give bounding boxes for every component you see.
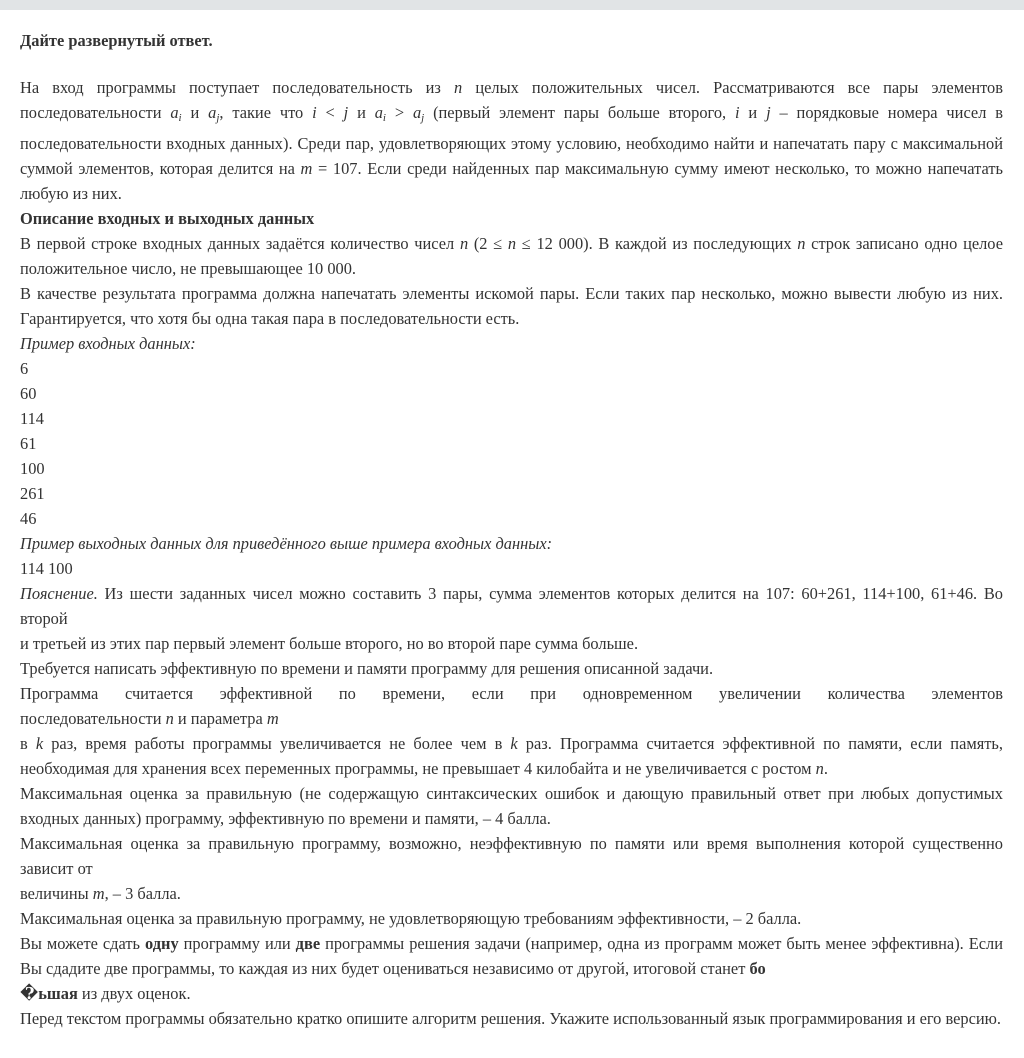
final-note: Перед текстом программы обязательно кратко опишите алгоритм решения. Укажите использованный язык программирования и его версию. <box>20 1009 1001 1028</box>
example-input-line: 6 <box>20 359 29 378</box>
text: , – 3 балла. <box>104 884 181 903</box>
text: < <box>316 103 344 122</box>
example-input-line: 100 <box>20 459 45 478</box>
text: целых положительных чисел. Рассматриваются все пары элементов последовательности <box>20 78 1003 122</box>
example-input-line: 60 <box>20 384 37 403</box>
task-heading: Дайте развернутый ответ. <box>20 31 213 50</box>
text: > <box>385 103 413 122</box>
text: в <box>20 734 36 753</box>
efficiency-line3 <box>20 731 1003 781</box>
var-n: n <box>459 234 469 253</box>
text: На вход программы поступает последовательность из <box>20 78 455 97</box>
top-bar <box>0 0 1024 10</box>
text: = 107. Если среди найденных пар максимальную сумму имеют несколько, то можно напечатать любую из них. <box>20 159 1003 203</box>
explanation-cont: и третьей из этих пар первый элемент больше второго, но во второй паре сумма больше. <box>20 634 639 653</box>
score-2: Максимальная оценка за правильную программу, не удовлетворяющую требованиям эффективности, – 2 балла. <box>20 909 802 928</box>
subscript-i: i <box>178 112 182 124</box>
var-a: a <box>170 103 179 122</box>
text: раз. Программа считается эффективной по памяти, если память, необходимая для хранения всех переменных программы, не превышает 4 килобайта и не увеличивается с ростом <box>20 734 1003 778</box>
output-description: В качестве результата программа должна напечатать элементы искомой пары. Если таких пар несколько, можно вывести любую из них. Гарантируется, что хотя бы одна такая пара в последовательности есть. <box>20 284 1003 328</box>
text: и <box>348 103 375 122</box>
intro-paragraph <box>20 75 1003 206</box>
score-3: Максимальная оценка за правильную программу, возможно, неэффективную по памяти или время выполнения которой существенно зависит от <box>20 834 1003 878</box>
score-4: Максимальная оценка за правильную (не содержащую синтаксических ошибок и дающую правильный ответ при любых допустимых входных данных) программу, эффективную по времени и памяти, – 4 балла. <box>20 784 1003 828</box>
submit-note <box>20 931 1003 1006</box>
var-j: j <box>766 103 771 122</box>
var-m: m <box>300 159 313 178</box>
subscript-j: j <box>421 112 425 124</box>
text: раз, время работы программы увеличивается не более чем в <box>43 734 511 753</box>
example-input-line: 114 <box>20 409 44 428</box>
explanation-label: Пояснение. <box>20 584 98 603</box>
subscript-j: j <box>216 112 220 124</box>
explanation <box>20 581 1003 631</box>
label: Пример входных данных: <box>20 334 196 353</box>
var-j: j <box>343 103 349 122</box>
text: программу или <box>178 934 296 953</box>
text: Из шести заданных чисел можно составить 3 пары, сумма элементов которых делится на 107: 60+261, 114+100, 61+46. Во второй <box>20 584 1003 628</box>
efficiency-line1: Программа считается эффективной по времени, если при одновременном увеличении количества элементов <box>20 684 1003 703</box>
efficiency-line2 <box>20 706 1003 731</box>
bold-larger-part1: бо <box>749 959 766 978</box>
bold-two: две <box>295 934 321 953</box>
text: из двух оценок. <box>77 984 191 1003</box>
example-input-label <box>20 331 1003 356</box>
text: последовательности <box>20 709 166 728</box>
text: строк записано одно целое положительное число, не превышающее 10 000. <box>20 234 1003 278</box>
subscript-i: i <box>382 112 386 124</box>
label: Пример выходных данных для приведённого выше примера входных данных: <box>20 534 553 553</box>
var-n: n <box>165 709 174 728</box>
text: и параметра <box>173 709 267 728</box>
var-n: n <box>507 234 517 253</box>
example-input-line: 46 <box>20 509 37 528</box>
var-m: m <box>92 884 105 903</box>
var-n: n <box>454 78 463 97</box>
text: (первый элемент пары больше второго, <box>424 103 735 122</box>
bold-one: одну <box>145 934 179 953</box>
input-description <box>20 231 1003 281</box>
text: и <box>739 103 767 122</box>
example-output-label <box>20 531 1003 556</box>
score-3-cont <box>20 881 1003 906</box>
var-i: i <box>735 103 740 122</box>
text: (2 ≤ <box>468 234 508 253</box>
text: величины <box>20 884 93 903</box>
text: Вы можете сдать <box>20 934 146 953</box>
var-n: n <box>815 759 824 778</box>
example-input-line: 61 <box>20 434 37 453</box>
var-k: k <box>35 734 44 753</box>
text: , такие что <box>219 103 313 122</box>
var-a: a <box>412 103 422 122</box>
text: и <box>181 103 209 122</box>
example-output: 114 100 <box>20 559 73 578</box>
text: . <box>823 759 828 778</box>
text: ≤ 12 000). В каждой из последующих <box>516 234 798 253</box>
text: – порядковые номера чисел в последовательности входных данных). Среди пар, удовлетворяющих этому условию, необходимо найти и напечатать пару с максимальной суммой элементов, которая делится на <box>20 103 1003 178</box>
var-k: k <box>510 734 518 753</box>
requirement: Требуется написать эффективную по времени и памяти программу для решения описанной задачи. <box>20 659 714 678</box>
var-a: a <box>374 103 383 122</box>
example-input-line: 261 <box>20 484 45 503</box>
var-m: m <box>266 709 279 728</box>
bold-larger-part2: �ьшая <box>20 984 78 1003</box>
var-i: i <box>312 103 317 122</box>
var-a: a <box>208 103 217 122</box>
task-body <box>20 75 1003 1031</box>
io-heading: Описание входных и выходных данных <box>20 209 315 228</box>
var-n: n <box>797 234 806 253</box>
text: программы решения задачи (например, одна из программ может быть менее эффективна). Если Вы сдадите две программы, то каждая из них будет оцениваться независимо от другой, итоговой станет <box>20 934 1003 978</box>
text: В первой строке входных данных задаётся количество чисел <box>20 234 460 253</box>
